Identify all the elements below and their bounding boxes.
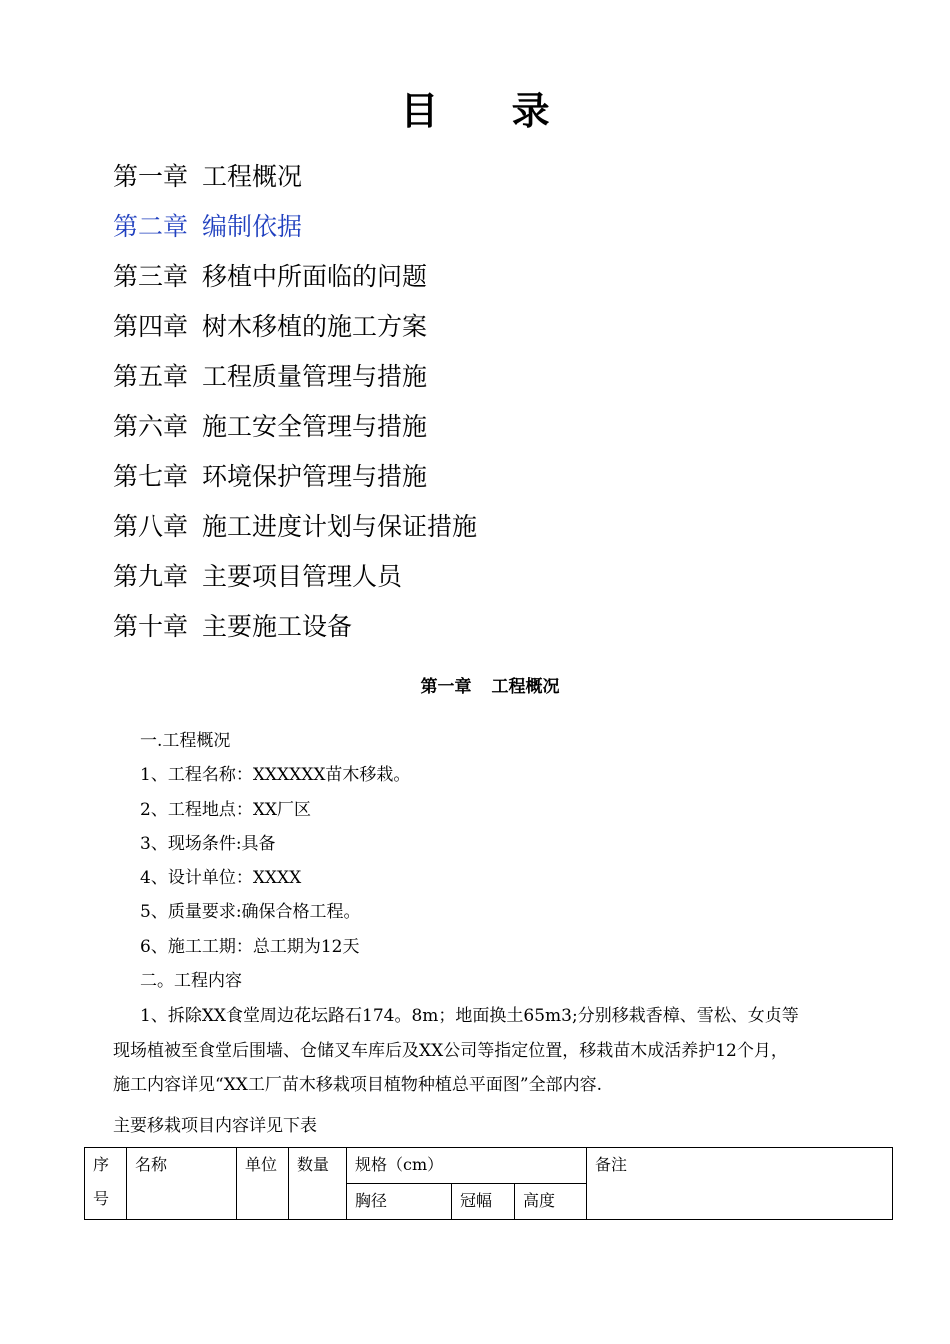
header-spec: 规格（cm） <box>347 1148 587 1184</box>
overview-line: 6、施工工期：总工期为12天 <box>140 936 360 957</box>
toc-item-number: 第三章 <box>113 262 189 291</box>
toc-item-7[interactable] <box>113 454 477 504</box>
toc-item-label: 施工安全管理与措施 <box>202 412 428 441</box>
toc-item-label: 主要项目管理人员 <box>202 562 403 591</box>
chapter-heading <box>0 672 950 697</box>
paragraph-line: 1、拆除XX食堂周边花坛路石174。8m；地面换土65m3;分别移栽香樟、雪松、女贞等 <box>140 1006 799 1026</box>
header-seq-bottom: 号 <box>93 1189 110 1208</box>
toc-item-3[interactable] <box>113 254 477 304</box>
header-unit: 单位 <box>237 1148 289 1220</box>
overview-line: 5、质量要求:确保合格工程。 <box>140 902 361 923</box>
toc-item-8[interactable] <box>113 504 477 554</box>
toc-item-4[interactable] <box>113 304 477 354</box>
toc-item-label: 工程概况 <box>202 162 303 191</box>
header-qty: 数量 <box>289 1148 347 1220</box>
toc-item-6[interactable] <box>113 404 477 454</box>
paragraph-line: 现场植被至食堂后围墙、仓储叉车库后及XX公司等指定位置，移栽苗木成活养护12个月， <box>113 1040 788 1061</box>
overview-line: 4、设计单位：XXXX <box>140 868 302 889</box>
toc-item-10[interactable] <box>113 604 477 654</box>
chapter-number: 第一章 <box>420 677 472 697</box>
toc-item-1[interactable] <box>113 154 477 204</box>
toc-item-label: 移植中所面临的问题 <box>202 262 428 291</box>
toc-item-number: 第七章 <box>113 462 189 491</box>
toc-item-label: 树木移植的施工方案 <box>202 312 428 341</box>
toc-item-number: 第十章 <box>113 612 189 641</box>
section-heading: 二。工程内容 <box>140 971 242 992</box>
toc-item-number: 第一章 <box>113 162 189 191</box>
project-overview <box>0 724 950 998</box>
chapter-title: 工程概况 <box>491 677 560 697</box>
toc-title: 目 录 <box>400 89 580 133</box>
toc-list <box>113 154 477 654</box>
header-crown: 冠幅 <box>452 1184 515 1220</box>
transplant-items-table <box>84 1147 893 1220</box>
project-content-paragraph <box>113 999 893 1103</box>
toc-item-number: 第六章 <box>113 412 189 441</box>
section-heading: 一.工程概况 <box>140 731 231 751</box>
paragraph-line: 施工内容详见“XX工厂苗木移栽项目植物种植总平面图”全部内容. <box>113 1075 602 1095</box>
toc-item-label: 环境保护管理与措施 <box>202 462 428 491</box>
header-seq <box>85 1148 127 1220</box>
overview-line: 2、工程地点：XX厂区 <box>140 799 312 820</box>
toc-item-2[interactable] <box>113 204 477 254</box>
overview-line: 1、工程名称：XXXXXX苗木移栽。 <box>140 765 411 786</box>
header-seq-top: 序 <box>93 1155 110 1174</box>
table-header-row <box>85 1148 893 1184</box>
header-name: 名称 <box>127 1148 237 1220</box>
table-caption: 主要移栽项目内容详见下表 <box>113 1116 317 1136</box>
overview-line: 3、现场条件:具备 <box>140 833 276 854</box>
toc-item-number: 第五章 <box>113 362 189 391</box>
toc-item-number: 第九章 <box>113 562 189 591</box>
toc-item-5[interactable] <box>113 354 477 404</box>
toc-item-label: 编制依据 <box>202 212 303 241</box>
toc-item-label: 工程质量管理与措施 <box>202 362 428 391</box>
header-diameter: 胸径 <box>347 1184 452 1220</box>
toc-item-label: 主要施工设备 <box>202 612 353 641</box>
header-remark: 备注 <box>587 1148 893 1220</box>
toc-item-9[interactable] <box>113 554 477 604</box>
toc-item-label: 施工进度计划与保证措施 <box>202 512 478 541</box>
toc-item-number: 第二章 <box>113 212 189 241</box>
toc-item-number: 第四章 <box>113 312 189 341</box>
header-height: 高度 <box>515 1184 587 1220</box>
toc-item-number: 第八章 <box>113 512 189 541</box>
